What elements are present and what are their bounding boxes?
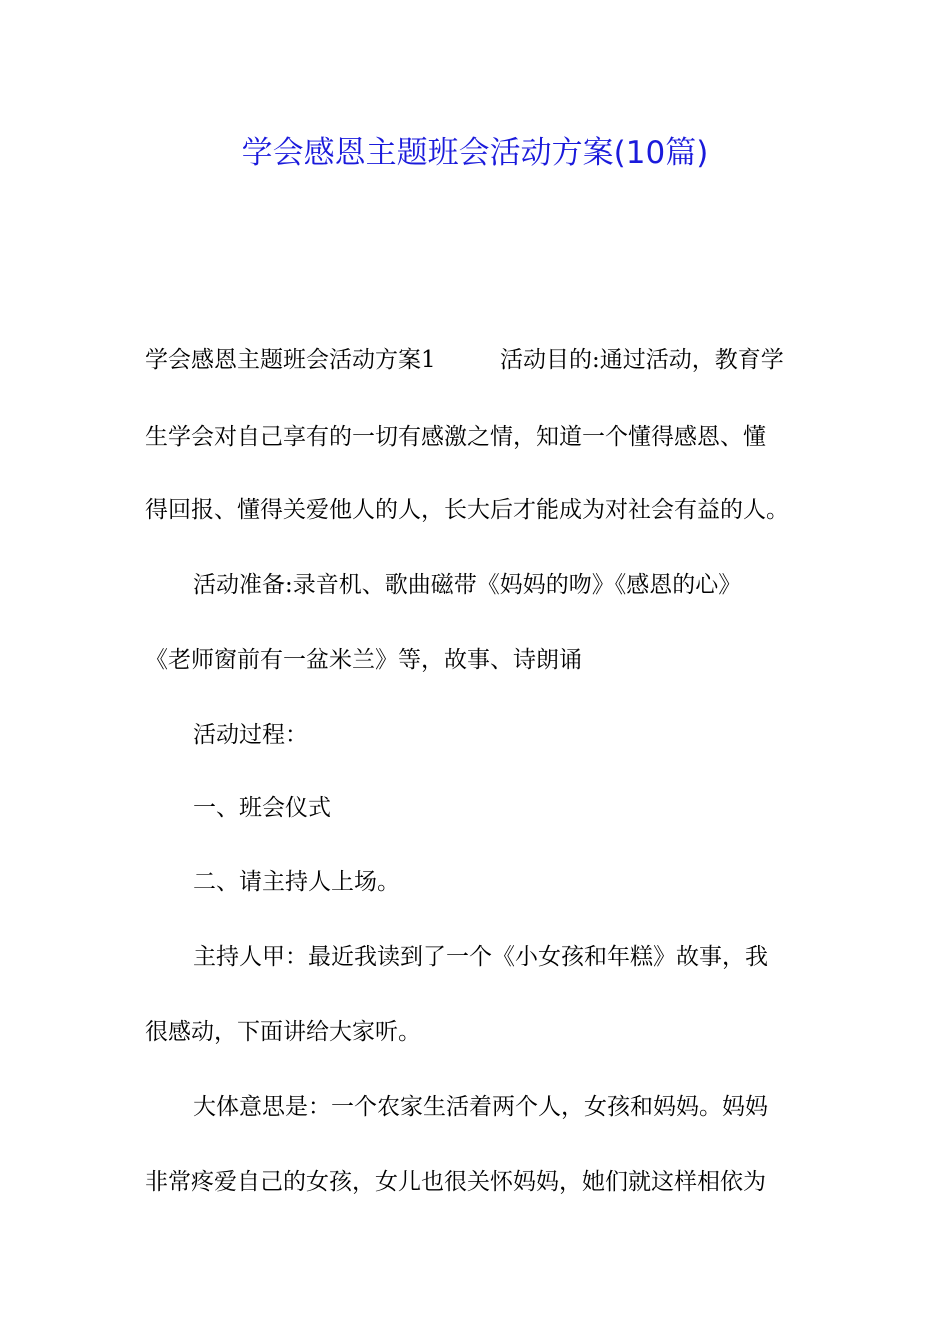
document-title: 学会感恩主题班会活动方案(10篇) — [241, 135, 709, 171]
paragraph-line: 主持人甲：最近我读到了一个《小女孩和年糕》故事，我 — [193, 944, 768, 970]
paragraph-line: 二、请主持人上场。 — [193, 869, 400, 895]
paragraph-line: 很感动，下面讲给大家听。 — [145, 1019, 421, 1045]
paragraph-line: 活动过程： — [193, 722, 308, 748]
section-heading: 学会感恩主题班会活动方案1 — [145, 347, 436, 373]
paragraph-line: 生学会对自己享有的一切有感激之情，知道一个懂得感恩、懂 — [145, 424, 766, 450]
paragraph-line: 《老师窗前有一盆米兰》等，故事、诗朗诵 — [145, 647, 582, 673]
paragraph-line: 非常疼爱自己的女孩，女儿也很关怀妈妈，她们就这样相依为 — [145, 1169, 766, 1195]
paragraph-line: 活动准备:录音机、歌曲磁带《妈妈的吻》《感恩的心》 — [193, 572, 742, 598]
paragraph-line: 大体意思是：一个农家生活着两个人，女孩和妈妈。妈妈 — [193, 1094, 768, 1120]
paragraph-line: 活动目的:通过活动，教育学 — [500, 347, 784, 373]
paragraph-line: 一、班会仪式 — [193, 795, 331, 821]
paragraph-line: 得回报、懂得关爱他人的人，长大后才能成为对社会有益的人。 — [145, 497, 789, 523]
